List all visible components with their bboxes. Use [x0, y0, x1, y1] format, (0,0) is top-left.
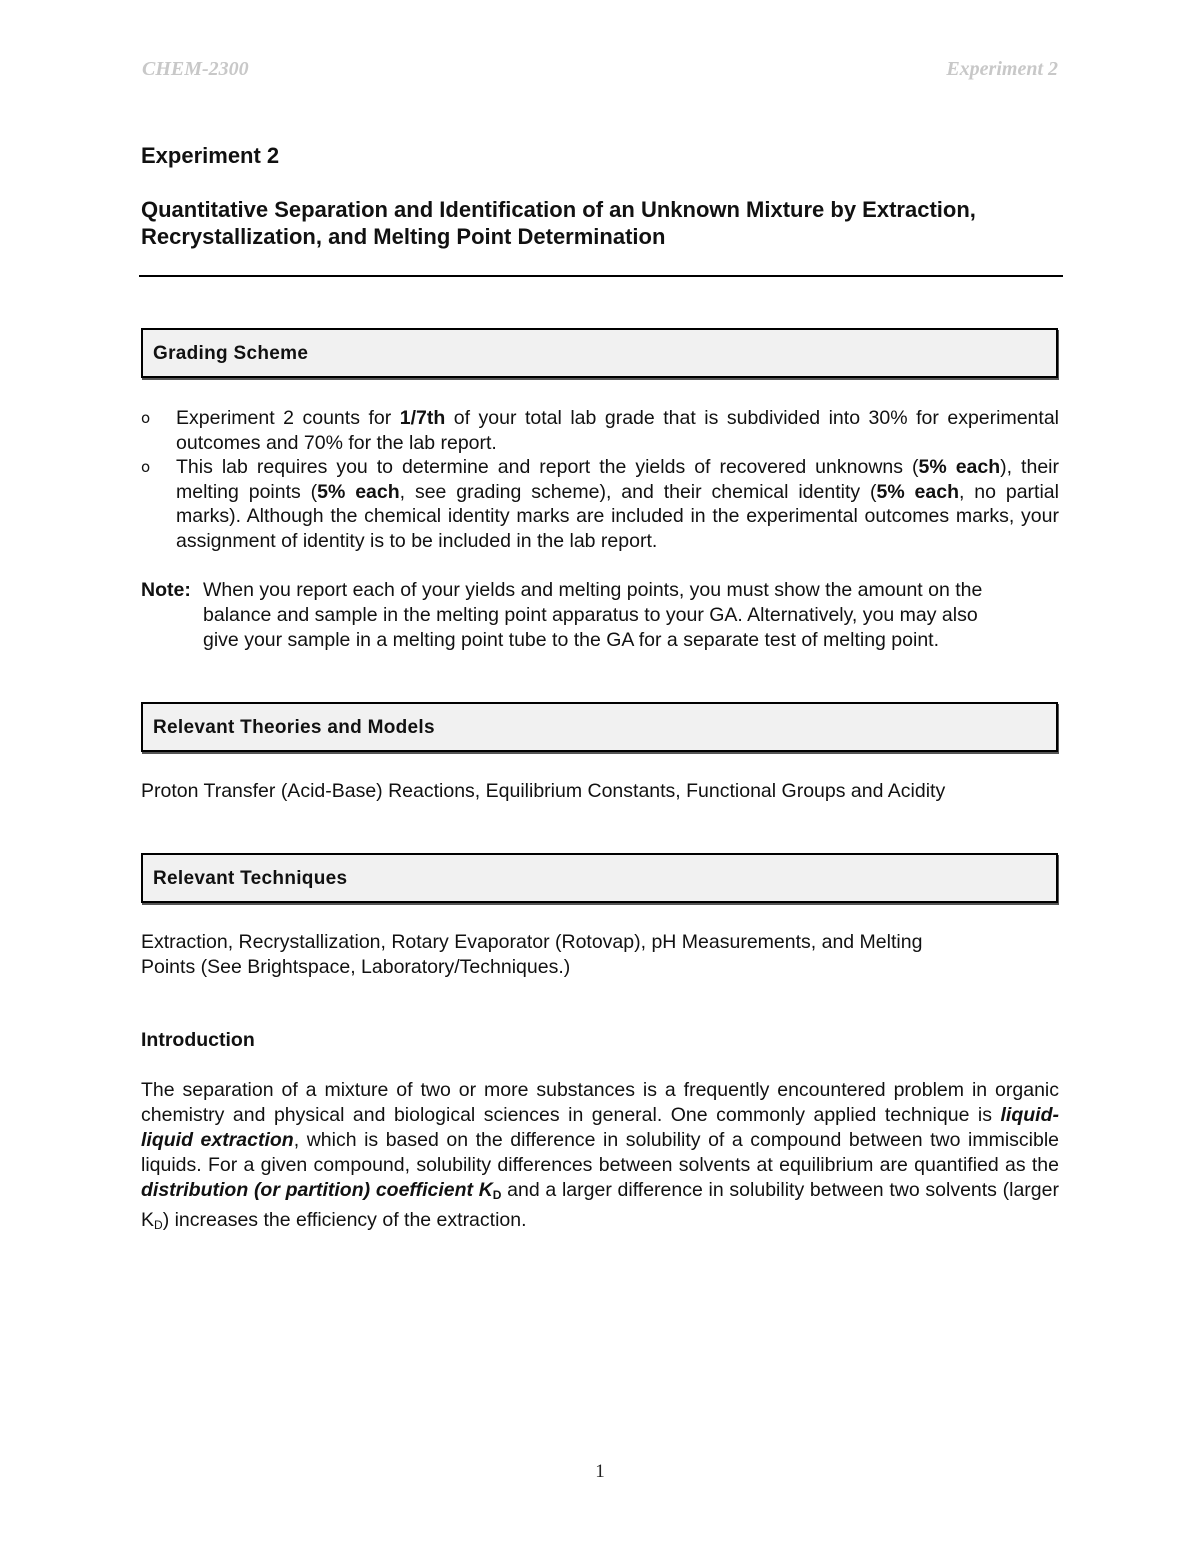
running-header-experiment: Experiment 2 — [946, 58, 1058, 80]
experiment-heading: Experiment 2 — [141, 143, 280, 168]
theories-text: Proton Transfer (Acid-Base) Reactions, Equilibrium Constants, Functional Groups and Acidity — [141, 780, 946, 802]
grading-item-2-text-3: , see grading scheme), and their chemical identity ( — [399, 480, 877, 503]
term-liquid-liquid-extraction: liquid-liquid extraction — [141, 1104, 1059, 1151]
grading-item-1-text-2: of your total lab grade that is subdivided into 30% for experimental outcomes and 70% for the lab report. — [176, 407, 1059, 454]
melting-point-weight: 5% each — [317, 480, 400, 503]
introduction-paragraph — [141, 1078, 1059, 1238]
grading-item-1-text: Experiment 2 counts for — [176, 407, 400, 429]
bullet-icon: o — [141, 409, 151, 427]
grading-item-2-text-2: ), their melting points ( — [176, 456, 1059, 503]
introduction-heading: Introduction — [141, 1029, 255, 1051]
techniques-line-1: Extraction, Recrystallization, Rotary Evaporator (Rotovap), pH Measurements, and Melting — [141, 931, 923, 953]
grading-item-2-text-4: , no partial marks). Although the chemical identity marks are included in the experimental outcomes marks, your assignment of identity is to be included in the lab report. — [176, 480, 1059, 552]
theories-title: Relevant Theories and Models — [153, 717, 435, 738]
techniques-text — [141, 930, 922, 980]
grading-item-2 — [141, 455, 1059, 553]
intro-text-1: The separation of a mixture of two or more substances is a frequently encountered problem in organic chemistry and physical and biological sciences in general. One commonly applied technique is — [141, 1079, 1059, 1126]
running-header-course: CHEM-2300 — [142, 58, 249, 80]
title-line-2: Recrystallization, and Melting Point Determination — [141, 224, 666, 249]
note-line-2: balance and sample in the melting point apparatus to your GA. Alternatively, you may also — [203, 604, 978, 626]
page-number: 1 — [595, 1461, 605, 1482]
grading-fraction: 1/7th — [399, 407, 446, 429]
yield-weight: 5% each — [918, 456, 1001, 479]
note-line-1: When you report each of your yields and melting points, you must show the amount on the — [203, 579, 983, 601]
grading-scheme-box — [141, 328, 1058, 378]
theories-box — [141, 702, 1058, 752]
title-line-1: Quantitative Separation and Identification of an Unknown Mixture by Extraction, — [141, 197, 976, 222]
kd-subscript: D — [492, 1188, 502, 1202]
grading-list — [141, 406, 1059, 554]
grading-item-1 — [141, 406, 1059, 455]
identity-weight: 5% each — [876, 480, 959, 503]
note-line-3: give your sample in a melting point tube to the GA for a separate test of melting point. — [203, 629, 940, 651]
intro-text-2: , which is based on the difference in solubility of a compound between two immiscible liquids. For a given compound, solubility differences between solvents at equilibrium are quantified as the — [141, 1129, 1060, 1176]
grading-item-2-text: This lab requires you to determine and report the yields of recovered unknowns ( — [176, 456, 919, 479]
techniques-title: Relevant Techniques — [153, 868, 348, 889]
note-label: Note: — [141, 579, 191, 601]
title-divider — [139, 275, 1063, 277]
intro-text-3: and a larger difference in solubility between two solvents (larger K — [141, 1179, 1059, 1231]
techniques-line-2: Points (See Brightspace, Laboratory/Techniques.) — [141, 956, 571, 978]
techniques-box — [141, 853, 1058, 903]
grading-scheme-title: Grading Scheme — [153, 343, 309, 364]
grading-note — [141, 578, 1059, 653]
experiment-title — [141, 196, 1066, 250]
intro-text-4: ) increases the efficiency of the extraction. — [162, 1209, 527, 1231]
bullet-icon: o — [141, 458, 151, 477]
term-distribution-coefficient: distribution (or partition) coefficient K — [141, 1179, 493, 1201]
kd-subscript-2: D — [154, 1218, 163, 1232]
